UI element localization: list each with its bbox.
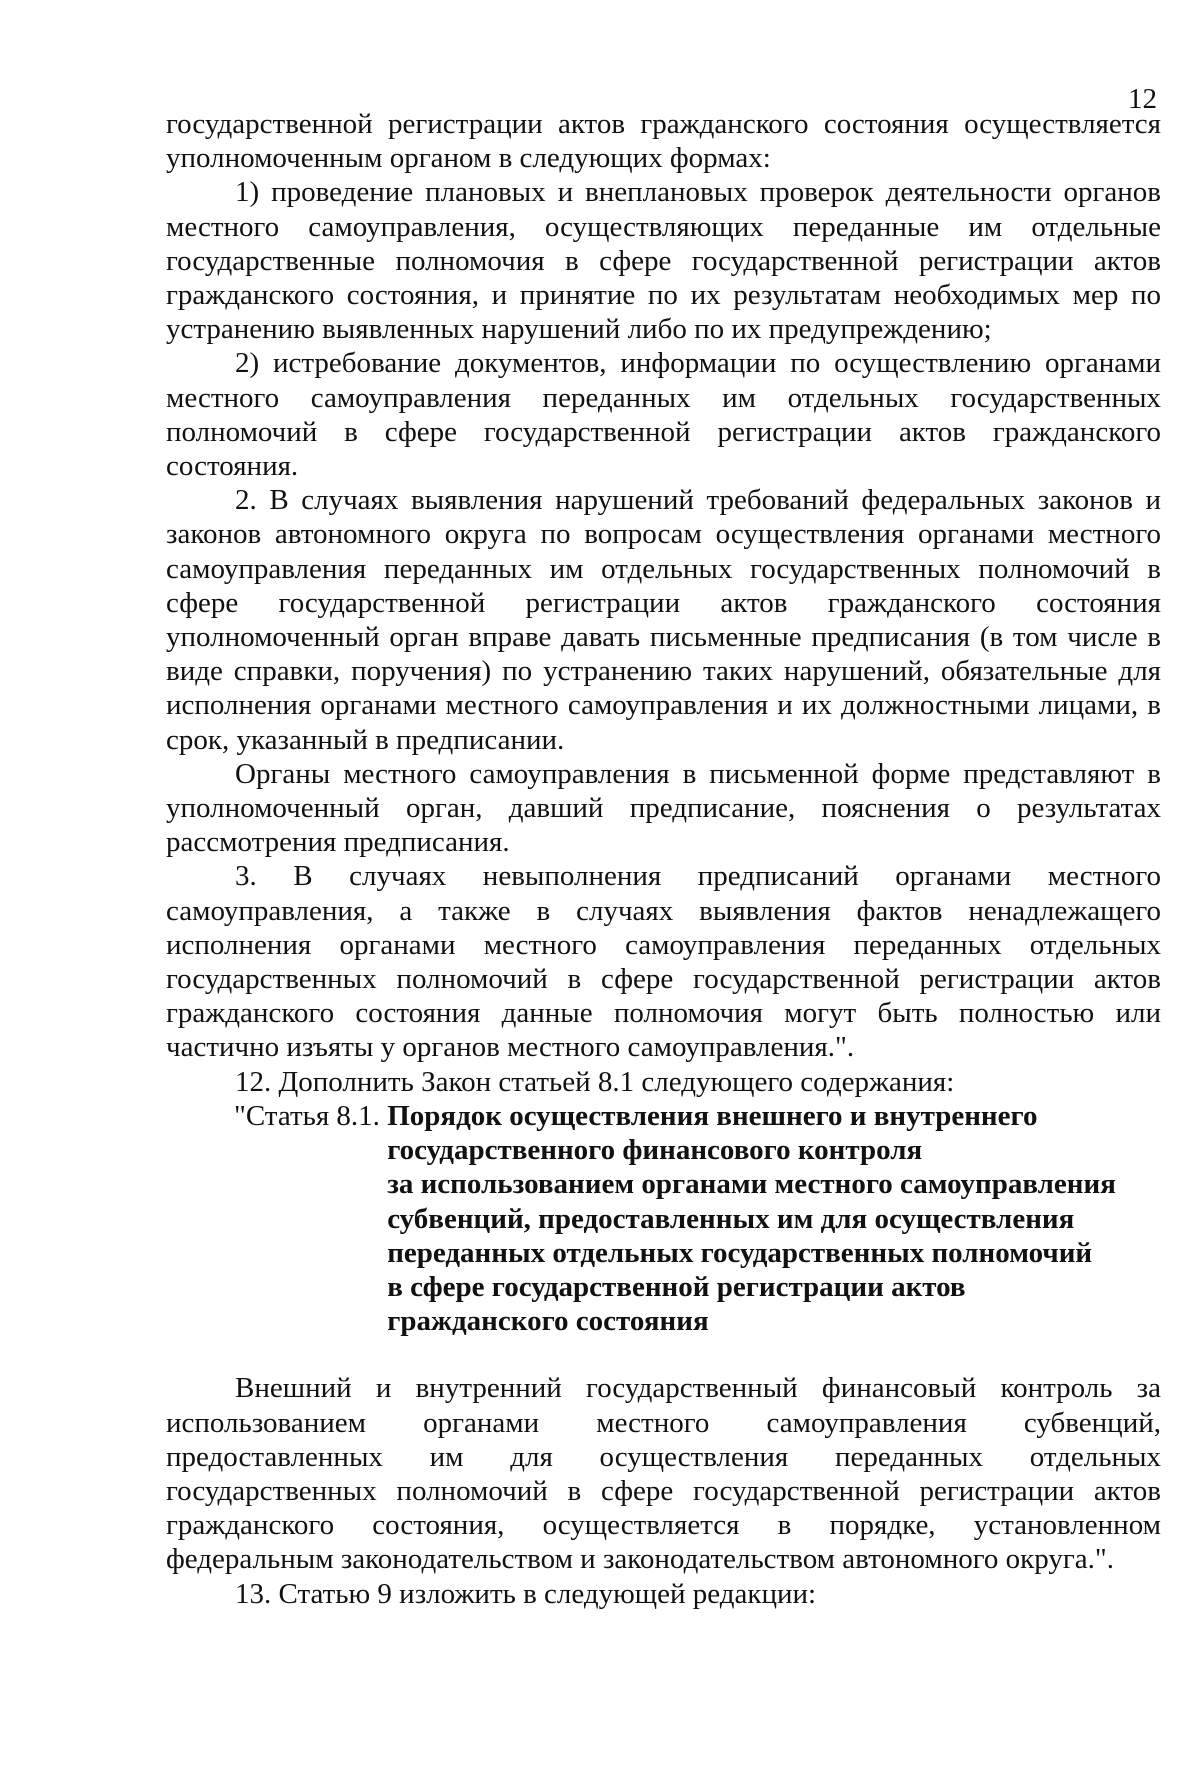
paragraph-point-2: 2. В случаях выявления нарушений требований федеральных законов и законов автономного округа по вопросам осуществления органами местного самоуправления переданных им отдельных государственных полномочий в сфере государственной регистрации актов гражданского состояния уполномоченный орган вправе давать письменные предписания (в том числе в виде справки, поручения) по устранению таких нарушений, обязательные для исполнения органами местного самоуправления и их должностными лицами, в срок, указанный в предписании. (166, 484, 1161, 756)
article-title-line: переданных отдельных государственных полномочий (387, 1236, 1093, 1269)
article-label: "Статья 8.1. (234, 1099, 388, 1132)
paragraph-explanations: Органы местного самоуправления в письменной форме представляют в уполномоченный орган, давший предписание, пояснения о результатах рассмотрения предписания. (166, 757, 1161, 859)
paragraph-article-body: Внешний и внутренний государственный финансовый контроль за использованием органами местного самоуправления субвенций, предоставленных им для осуществления переданных отдельных государственных полномочий в сфере государственной регистрации актов гражданского состояния, осуществляется в порядке, установленном федеральным законодательством и законодательством автономного округа.". (166, 1372, 1161, 1576)
paragraph-item-1: 1) проведение плановых и внеплановых проверок деятельности органов местного самоуправления, осуществляющих переданные им отдельные государственные полномочия в сфере государственной регистрации актов гражданского состояния, и принятие по их результатам необходимых мер по устранению выявленных нарушений либо по их предупреждению; (166, 176, 1161, 346)
document-body (166, 107, 1161, 1611)
page-number: 12 (1128, 83, 1157, 115)
article-title-line: гражданского состояния (387, 1305, 709, 1338)
article-title (387, 1099, 1116, 1338)
article-title-line: Порядок осуществления внешнего и внутреннего (387, 1099, 1038, 1132)
article-title-line: субвенций, предоставленных им для осуществления (387, 1202, 1075, 1235)
paragraph-item-2: 2) истребование документов, информации по осуществлению органами местного самоуправления переданных им отдельных государственных полномочий в сфере государственной регистрации актов гражданского состояния. (166, 347, 1161, 483)
paragraph-amendment-12: 12. Дополнить Закон статьей 8.1 следующего содержания: (235, 1065, 955, 1098)
article-heading (166, 1099, 1161, 1338)
article-title-line: за использованием органами местного самоуправления (387, 1168, 1116, 1201)
section-spacer (166, 1338, 1161, 1371)
paragraph-amendment-13: 13. Статью 9 изложить в следующей редакции: (235, 1577, 817, 1610)
paragraph-intro-continuation: государственной регистрации актов гражданского состояния осуществляется уполномоченным органом в следующих формах: (166, 108, 1161, 175)
paragraph-point-3: 3. В случаях невыполнения предписаний органами местного самоуправления, а также в случаях выявления фактов ненадлежащего исполнения органами местного самоуправления переданных отдельных государственных полномочий в сфере государственной регистрации актов гражданского состояния данные полномочия могут быть полностью или частично изъяты у органов местного самоуправления.". (166, 860, 1161, 1064)
article-title-line: государственного финансового контроля (387, 1134, 923, 1167)
article-title-line: в сфере государственной регистрации актов (387, 1270, 966, 1303)
